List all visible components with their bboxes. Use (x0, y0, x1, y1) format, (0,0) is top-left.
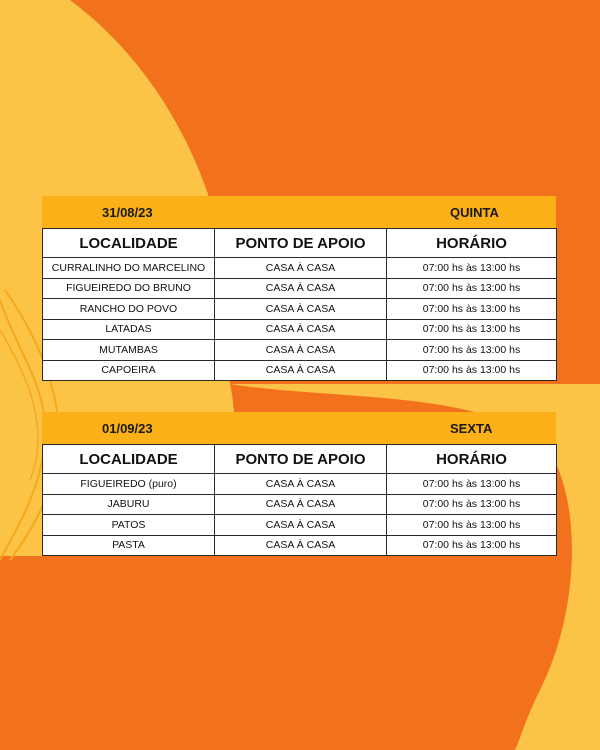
table-row (43, 494, 557, 515)
table-row (43, 258, 557, 279)
table-row (43, 340, 557, 361)
table-row (43, 474, 557, 495)
schedule-date: 31/08/23 (102, 205, 153, 220)
date-band (42, 412, 556, 444)
cell-locality: FIGUEIREDO DO BRUNO (43, 278, 215, 299)
cell-support-point: CASA À CASA (215, 515, 387, 536)
header-time: HORÁRIO (387, 229, 557, 258)
cell-locality: LATADAS (43, 319, 215, 340)
table-row (43, 299, 557, 320)
cell-support-point: CASA À CASA (215, 535, 387, 556)
header-support-point: PONTO DE APOIO (215, 229, 387, 258)
table-header-row (43, 229, 557, 258)
cell-time: 07:00 hs às 13:00 hs (387, 360, 557, 381)
cell-locality: MUTAMBAS (43, 340, 215, 361)
table-header-row (43, 445, 557, 474)
table-row (43, 515, 557, 536)
schedule-table (42, 228, 557, 381)
cell-time: 07:00 hs às 13:00 hs (387, 340, 557, 361)
table-row (43, 319, 557, 340)
cell-support-point: CASA À CASA (215, 340, 387, 361)
date-band (42, 196, 556, 228)
cell-support-point: CASA À CASA (215, 474, 387, 495)
header-locality: LOCALIDADE (43, 229, 215, 258)
cell-support-point: CASA À CASA (215, 258, 387, 279)
header-locality: LOCALIDADE (43, 445, 215, 474)
header-time: HORÁRIO (387, 445, 557, 474)
cell-locality: RANCHO DO POVO (43, 299, 215, 320)
cell-support-point: CASA À CASA (215, 278, 387, 299)
cell-time: 07:00 hs às 13:00 hs (387, 474, 557, 495)
cell-support-point: CASA À CASA (215, 494, 387, 515)
table-row (43, 360, 557, 381)
schedule-weekday: QUINTA (450, 205, 499, 220)
cell-locality: JABURU (43, 494, 215, 515)
cell-time: 07:00 hs às 13:00 hs (387, 278, 557, 299)
table-row (43, 278, 557, 299)
schedule-block-thursday (42, 196, 556, 381)
cell-support-point: CASA À CASA (215, 360, 387, 381)
cell-time: 07:00 hs às 13:00 hs (387, 299, 557, 320)
cell-support-point: CASA À CASA (215, 299, 387, 320)
cell-time: 07:00 hs às 13:00 hs (387, 535, 557, 556)
schedule-block-friday (42, 412, 556, 556)
header-support-point: PONTO DE APOIO (215, 445, 387, 474)
cell-locality: PATOS (43, 515, 215, 536)
cell-time: 07:00 hs às 13:00 hs (387, 515, 557, 536)
cell-time: 07:00 hs às 13:00 hs (387, 494, 557, 515)
cell-locality: PASTA (43, 535, 215, 556)
schedule-date: 01/09/23 (102, 421, 153, 436)
cell-locality: FIGUEIREDO (puro) (43, 474, 215, 495)
cell-time: 07:00 hs às 13:00 hs (387, 258, 557, 279)
schedule-table (42, 444, 557, 556)
cell-locality: CURRALINHO DO MARCELINO (43, 258, 215, 279)
table-row (43, 535, 557, 556)
schedule-weekday: SEXTA (450, 421, 493, 436)
cell-support-point: CASA À CASA (215, 319, 387, 340)
cell-locality: CAPOEIRA (43, 360, 215, 381)
cell-time: 07:00 hs às 13:00 hs (387, 319, 557, 340)
